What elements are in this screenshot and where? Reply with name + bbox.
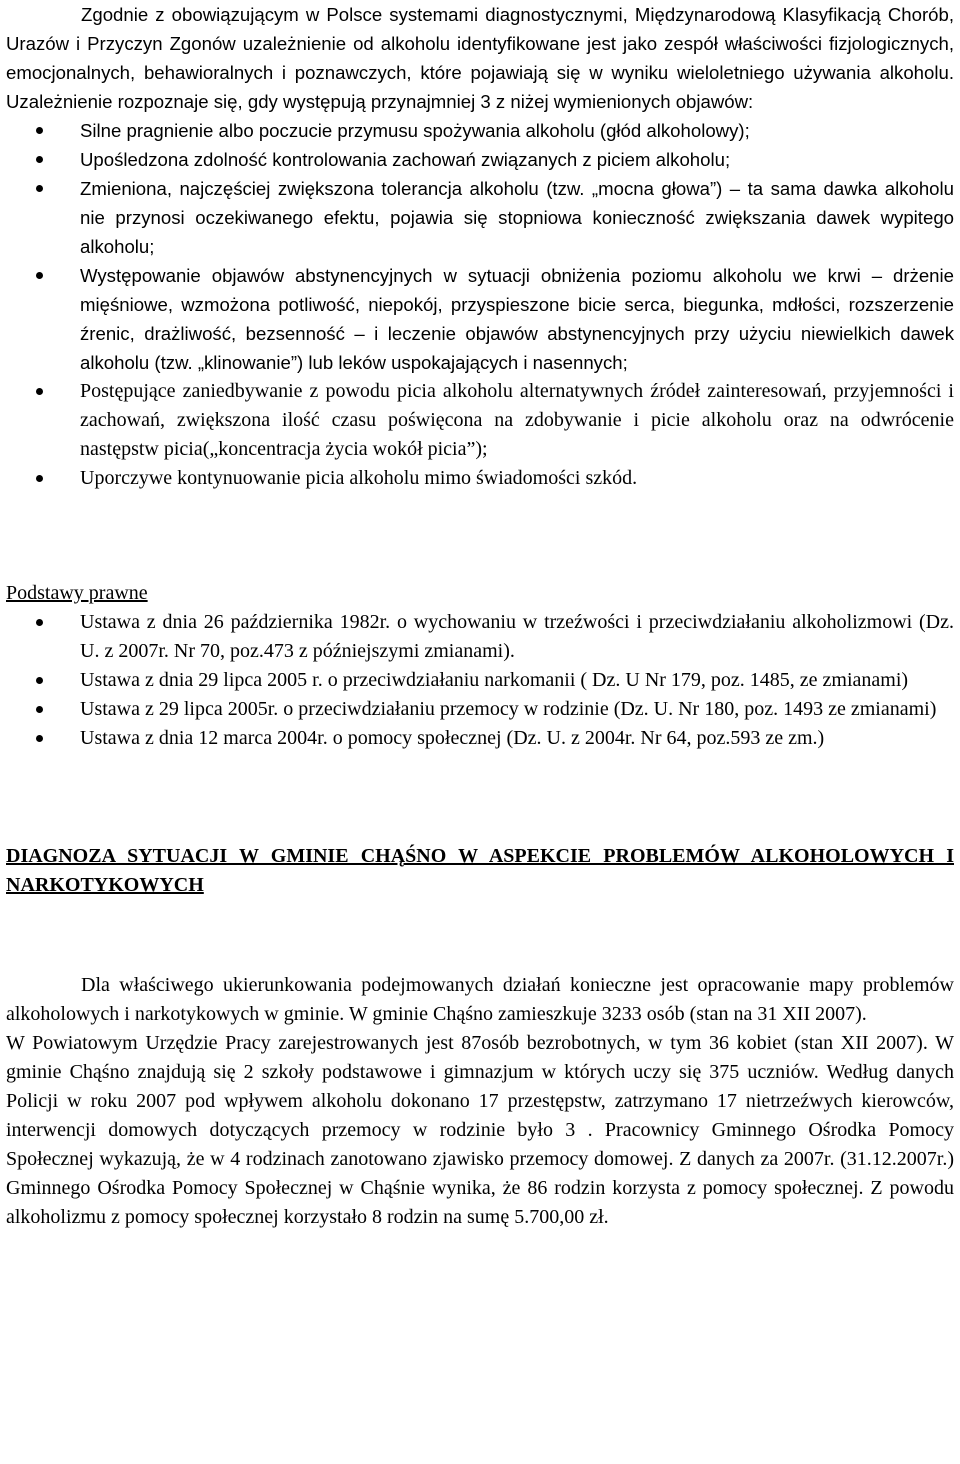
list-item [6, 666, 954, 695]
list-item-text: Upośledzona zdolność kontrolowania zachowań związanych z piciem alkoholu; [80, 149, 731, 170]
bullet-icon [36, 619, 43, 626]
bullet-icon [36, 677, 43, 684]
bullet-icon [36, 156, 43, 163]
list-item [6, 145, 954, 174]
diagnosis-heading: DIAGNOZA SYTUACJI W GMINIE CHĄŚNO W ASPEKCIE PROBLEMÓW ALKOHOLOWYCH I NARKOTYKOWYCH [6, 845, 954, 896]
list-item-text: Ustawa z dnia 26 października 1982r. o wychowaniu w trzeźwości i przeciwdziałaniu alkoholizmowi (Dz. U. z 2007r. Nr 70, poz.473 z późniejszymi zmianami). [80, 611, 954, 662]
diagnosis-paragraph [6, 971, 954, 1029]
list-item-text: Silne pragnienie albo poczucie przymusu spożywania alkoholu (głód alkoholowy); [80, 120, 750, 141]
list-item [6, 377, 954, 464]
intro-text: Zgodnie z obowiązującym w Polsce systemami diagnostycznymi, Międzynarodową Klasyfikacją Chorób, Urazów i Przyczyn Zgonów uzależnienie od alkoholu identyfikowane jest jako zespół właściwości fizjologicznych, emocjonalnych, behawioralnych i poznawczych, które pojawiają się w wyniku wieloletniego używania alkoholu. Uzależnienie rozpoznaje się, gdy występują przynajmniej 3 z niżej wymienionych objawów: [6, 4, 954, 112]
document-page [6, 0, 954, 1232]
list-item [6, 174, 954, 261]
intro-paragraph [6, 0, 954, 116]
legal-list [6, 608, 954, 753]
section-title-legal: Podstawy prawne [6, 582, 148, 604]
bullet-icon [36, 475, 43, 482]
list-item-text: Postępujące zaniedbywanie z powodu picia alkoholu alternatywnych źródeł zainteresowań, przyjemności i zachowań, zwiększona ilość czasu poświęcona na zdobywanie i picie alkoholu oraz na odwrócenie następstw picia(„koncentracja życia wokół picia”); [80, 380, 954, 460]
list-item-text: Występowanie objawów abstynencyjnych w sytuacji obniżenia poziomu alkoholu we krwi – drżenie mięśniowe, wzmożona potliwość, niepokój, przyspieszone bicie serca, biegunka, mdłości, rozszerzenie źrenic, drażliwość, bezsenność – i leczenie objawów abstynencyjnych przy użyciu niewielkich dawek alkoholu (tzw. „klinowanie”) lub leków uspokajających i nasennych; [80, 265, 954, 373]
list-item-text: Ustawa z dnia 29 lipca 2005 r. o przeciwdziałaniu narkomanii ( Dz. U Nr 179, poz. 1485, ze zmianami) [80, 669, 909, 691]
list-item-text: Ustawa z 29 lipca 2005r. o przeciwdziałaniu przemocy w rodzinie (Dz. U. Nr 180, poz. 1493 ze zmianami) [80, 698, 937, 720]
paragraph-text: Dla właściwego ukierunkowania podejmowanych działań konieczne jest opracowanie mapy problemów alkoholowych i narkotykowych w gminie. W gminie Chąśno zamieszkuje 3233 osób (stan na 31 XII 2007). [6, 974, 954, 1025]
list-item-text: Uporczywe kontynuowanie picia alkoholu mimo świadomości szkód. [80, 467, 638, 489]
list-item [6, 724, 954, 753]
list-item [6, 608, 954, 666]
bullet-icon [36, 388, 43, 395]
list-item [6, 261, 954, 377]
list-item [6, 116, 954, 145]
diagnosis-body [6, 971, 954, 1232]
symptoms-list [6, 116, 954, 493]
bullet-icon [36, 272, 43, 279]
bullet-icon [36, 185, 43, 192]
list-item [6, 695, 954, 724]
bullet-icon [36, 706, 43, 713]
bullet-icon [36, 127, 43, 134]
list-item-text: Ustawa z dnia 12 marca 2004r. o pomocy społecznej (Dz. U. z 2004r. Nr 64, poz.593 ze zm.) [80, 727, 825, 749]
list-item [6, 464, 954, 493]
diagnosis-paragraph: W Powiatowym Urzędzie Pracy zarejestrowanych jest 87osób bezrobotnych, w tym 36 kobiet (stan XII 2007). W gminie Chąśno znajdują się 2 szkoły podstawowe i gimnazjum w których uczy się 375 uczniów. Według danych Policji w roku 2007 pod wpływem alkoholu dokonano 17 przestępstw, zatrzymano 17 nietrzeźwych kierowców, interwencji domowych dotyczących przemocy w rodzinie było 3 . Pracownicy Gminnego Ośrodka Pomocy Społecznej wykazują, że w 4 rodzinach zanotowano zjawisko przemocy domowej. Z danych za 2007r. (31.12.2007r.) Gminnego Ośrodka Pomocy Społecznej w Chąśnie wynika, że 86 rodzin korzysta z pomocy społecznej. Z powodu alkoholizmu z pomocy społecznej korzystało 8 rodzin na sumę 5.700,00 zł. [6, 1032, 954, 1228]
bullet-icon [36, 735, 43, 742]
list-item-text: Zmieniona, najczęściej zwiększona tolerancja alkoholu (tzw. „mocna głowa”) – ta sama dawka alkoholu nie przynosi oczekiwanego efektu, pojawia się stopniowa konieczność zwiększania dawek wypitego alkoholu; [80, 178, 954, 257]
